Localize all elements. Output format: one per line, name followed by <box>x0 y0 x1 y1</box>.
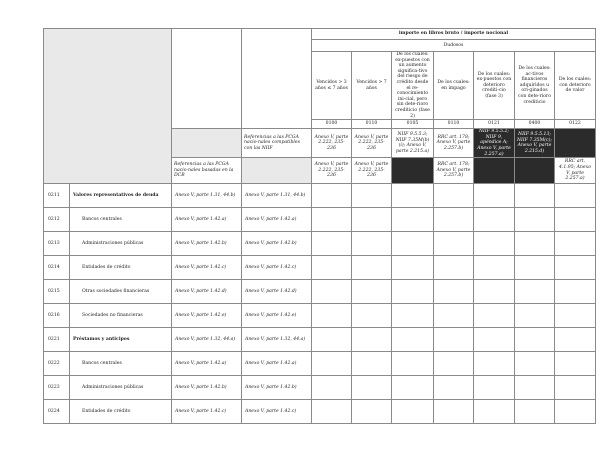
value-cell[interactable] <box>434 208 474 232</box>
table-body <box>44 184 596 424</box>
value-cell[interactable] <box>474 208 515 232</box>
value-cell[interactable] <box>312 376 352 400</box>
row-ref-a: Anexo V, parte 1.31, 44.b) <box>172 184 242 208</box>
value-cell[interactable] <box>474 304 515 328</box>
column-code: 0105 <box>392 120 434 129</box>
value-cell[interactable] <box>474 352 515 376</box>
row-ref-a: Anexo V, parte 1.42.e) <box>172 304 242 328</box>
value-cell[interactable] <box>352 304 392 328</box>
column-header: De los cuales: con deterioro de valor <box>555 52 596 120</box>
header-subtitle: Dudosos <box>312 40 596 52</box>
value-cell[interactable] <box>352 256 392 280</box>
row-code: 0211 <box>44 184 70 208</box>
value-cell[interactable] <box>434 232 474 256</box>
value-cell[interactable] <box>312 256 352 280</box>
value-cell[interactable] <box>434 184 474 208</box>
value-cell[interactable] <box>352 376 392 400</box>
value-cell[interactable] <box>434 400 474 424</box>
value-cell[interactable] <box>555 352 596 376</box>
column-code: 0121 <box>474 120 515 129</box>
row-code: 0214 <box>44 256 70 280</box>
table-row <box>44 400 596 424</box>
value-cell[interactable] <box>312 304 352 328</box>
value-cell[interactable] <box>555 208 596 232</box>
row-ref-b: Anexo V, parte 1.42.e) <box>242 304 312 328</box>
value-cell[interactable] <box>474 184 515 208</box>
value-cell[interactable] <box>515 256 555 280</box>
value-cell[interactable] <box>474 232 515 256</box>
row-code: 0224 <box>44 400 70 424</box>
ref-lower-cell-dark <box>474 158 515 184</box>
row-label: Entidades de crédito <box>70 400 172 424</box>
ref-lower-cell: Anexo V, parte 2.222, 235-236 <box>352 158 392 184</box>
value-cell[interactable] <box>312 352 352 376</box>
value-cell[interactable] <box>392 232 434 256</box>
value-cell[interactable] <box>392 352 434 376</box>
column-code: 0110 <box>434 120 474 129</box>
ref-lower-label: Referencias a las PCGA nacio-nales basadas en la DCB <box>172 158 242 184</box>
value-cell[interactable] <box>515 184 555 208</box>
row-label: Administraciones públicas <box>70 232 172 256</box>
row-ref-b: Anexo V, parte 1.42.b) <box>242 232 312 256</box>
ref-blank-cell <box>242 158 312 184</box>
value-cell[interactable] <box>392 304 434 328</box>
column-header: Vencidos > 3 años ≤ 7 años <box>312 52 352 120</box>
value-cell[interactable] <box>392 184 434 208</box>
row-label: Entidades de crédito <box>70 256 172 280</box>
row-ref-b: Anexo V, parte 1.42.b) <box>242 376 312 400</box>
row-ref-b: Anexo V, parte 1.42.a) <box>242 352 312 376</box>
value-cell[interactable] <box>312 328 352 352</box>
ref-upper-cell: Anexo V, parte 2.222, 235-236 <box>312 129 352 158</box>
header-title: importe en libros bruto / importe nocional <box>312 29 596 40</box>
value-cell[interactable] <box>392 328 434 352</box>
value-cell[interactable] <box>434 352 474 376</box>
row-ref-b: Anexo V, parte 1.31, 44.b) <box>242 184 312 208</box>
value-cell[interactable] <box>515 352 555 376</box>
value-cell[interactable] <box>352 280 392 304</box>
value-cell[interactable] <box>555 304 596 328</box>
value-cell[interactable] <box>352 208 392 232</box>
value-cell[interactable] <box>555 400 596 424</box>
value-cell[interactable] <box>352 232 392 256</box>
value-cell[interactable] <box>392 256 434 280</box>
column-header: De los cuales: ex-puestos con deterioro crediti-cio (fase 3) <box>474 52 515 120</box>
row-label: Préstamos y anticipos <box>70 328 172 352</box>
value-cell[interactable] <box>312 184 352 208</box>
column-code: 0100 <box>312 120 352 129</box>
table-row <box>44 352 596 376</box>
row-ref-a: Anexo V, parte 1.42.b) <box>172 232 242 256</box>
ref-upper-label: Referencias a las PCGA nacio-nales compatibles con las NIIF <box>242 129 312 158</box>
value-cell[interactable] <box>392 376 434 400</box>
value-cell[interactable] <box>555 328 596 352</box>
value-cell[interactable] <box>515 376 555 400</box>
value-cell[interactable] <box>434 256 474 280</box>
column-header: De los cuales: ex-puestos con un aumento significa-tivo del riesgo de crédito desde el re-conocimiento ini-cial, pero sin dete-rioro crediticio (fase 2) <box>392 52 434 120</box>
column-header: De los cuales: ac-tivos financieros adquiridos u ori-ginados con dete-rioro crediticio <box>515 52 555 120</box>
table-row <box>44 328 596 352</box>
ref-upper-cell-dark: NIIF 9.5.5.13; NIIF 7.35M(c); Anexo V, parte 2.215.d) <box>515 129 555 158</box>
value-cell[interactable] <box>515 208 555 232</box>
value-cell[interactable] <box>312 232 352 256</box>
ref-upper-cell-dark: NIIF 9.5.5.2; NIIF 9, apéndice A; Anexo V, parte 2.257.a) <box>474 129 515 158</box>
table-row <box>44 376 596 400</box>
row-ref-a: Anexo V, parte 1.42.a) <box>172 352 242 376</box>
value-cell[interactable] <box>392 208 434 232</box>
ref-upper-cell: RRC art. 178; Anexo V, parte 2.257.b) <box>434 129 474 158</box>
value-cell[interactable] <box>352 400 392 424</box>
value-cell[interactable] <box>555 184 596 208</box>
ref-lower-cell-dark <box>392 158 434 184</box>
ref-header-b <box>242 29 312 129</box>
table-row <box>44 208 596 232</box>
value-cell[interactable] <box>352 352 392 376</box>
value-cell[interactable] <box>474 280 515 304</box>
value-cell[interactable] <box>515 400 555 424</box>
ref-upper-cell: NIIF 9.5.5.3; NIIF 7.35M(b)(i); Anexo V, parte 2.215.a) <box>392 129 434 158</box>
value-cell[interactable] <box>474 256 515 280</box>
value-cell[interactable] <box>555 232 596 256</box>
ref-lower-cell: Anexo V, parte 2.222, 235-236 <box>312 158 352 184</box>
value-cell[interactable] <box>312 280 352 304</box>
ref-blank-cell <box>172 129 242 158</box>
value-cell[interactable] <box>392 400 434 424</box>
row-code: 0223 <box>44 376 70 400</box>
column-code: 0110 <box>352 120 392 129</box>
row-ref-b: Anexo V, parte 1.42.d) <box>242 280 312 304</box>
value-cell[interactable] <box>515 232 555 256</box>
column-header: De los cuales: en impago <box>434 52 474 120</box>
value-cell[interactable] <box>474 376 515 400</box>
data-table <box>43 28 596 424</box>
row-label: Sociedades no financieras <box>70 304 172 328</box>
row-label: Bancos centrales <box>70 352 172 376</box>
ref-header-a <box>172 29 242 129</box>
column-header: Vencidos > 7 años <box>352 52 392 120</box>
column-code: 0122 <box>555 120 596 129</box>
table-row <box>44 184 596 208</box>
row-ref-a: Anexo V, parte 1.42.d) <box>172 280 242 304</box>
table-row <box>44 256 596 280</box>
row-ref-b: Anexo V, parte 1.42.a) <box>242 208 312 232</box>
ref-lower-cell: RRC art. 178; Anexo V, parte 2.257.b) <box>434 158 474 184</box>
value-cell[interactable] <box>555 256 596 280</box>
ref-lower-cell: RRC art. 4.1.95; Anexo V, parte 2.257.a) <box>555 158 596 184</box>
value-cell[interactable] <box>434 376 474 400</box>
row-label: Administraciones públicas <box>70 376 172 400</box>
value-cell[interactable] <box>555 376 596 400</box>
value-cell[interactable] <box>352 184 392 208</box>
row-ref-b: Anexo V, parte 1.42.c) <box>242 256 312 280</box>
table-row <box>44 232 596 256</box>
value-cell[interactable] <box>515 328 555 352</box>
table-row <box>44 280 596 304</box>
ref-upper-cell: Anexo V, parte 2.222, 235-236 <box>352 129 392 158</box>
value-cell[interactable] <box>434 280 474 304</box>
value-cell[interactable] <box>515 304 555 328</box>
column-code: 0400 <box>515 120 555 129</box>
ref-upper-cell-dark <box>555 129 596 158</box>
table-row <box>44 304 596 328</box>
row-code: 0222 <box>44 352 70 376</box>
value-cell[interactable] <box>312 208 352 232</box>
value-cell[interactable] <box>434 328 474 352</box>
value-cell[interactable] <box>515 280 555 304</box>
value-cell[interactable] <box>352 328 392 352</box>
row-ref-b: Anexo V, parte 1.32, 44.a) <box>242 328 312 352</box>
row-ref-b: Anexo V, parte 1.42.c) <box>242 400 312 424</box>
row-label: Bancos centrales <box>70 208 172 232</box>
value-cell[interactable] <box>312 400 352 424</box>
value-cell[interactable] <box>474 400 515 424</box>
row-code: 0216 <box>44 304 70 328</box>
row-code: 0221 <box>44 328 70 352</box>
row-ref-a: Anexo V, parte 1.32, 44.a) <box>172 328 242 352</box>
row-code: 0212 <box>44 208 70 232</box>
value-cell[interactable] <box>392 280 434 304</box>
row-ref-a: Anexo V, parte 1.42.c) <box>172 256 242 280</box>
value-cell[interactable] <box>555 280 596 304</box>
row-code: 0215 <box>44 280 70 304</box>
row-ref-a: Anexo V, parte 1.42.a) <box>172 208 242 232</box>
row-code: 0213 <box>44 232 70 256</box>
corner-cell <box>44 29 172 184</box>
row-label: Otras sociedades financieras <box>70 280 172 304</box>
row-ref-a: Anexo V, parte 1.42.b) <box>172 376 242 400</box>
row-ref-a: Anexo V, parte 1.42.c) <box>172 400 242 424</box>
row-label: Valores representativos de deuda <box>70 184 172 208</box>
value-cell[interactable] <box>474 328 515 352</box>
value-cell[interactable] <box>434 304 474 328</box>
ref-lower-cell-dark <box>515 158 555 184</box>
